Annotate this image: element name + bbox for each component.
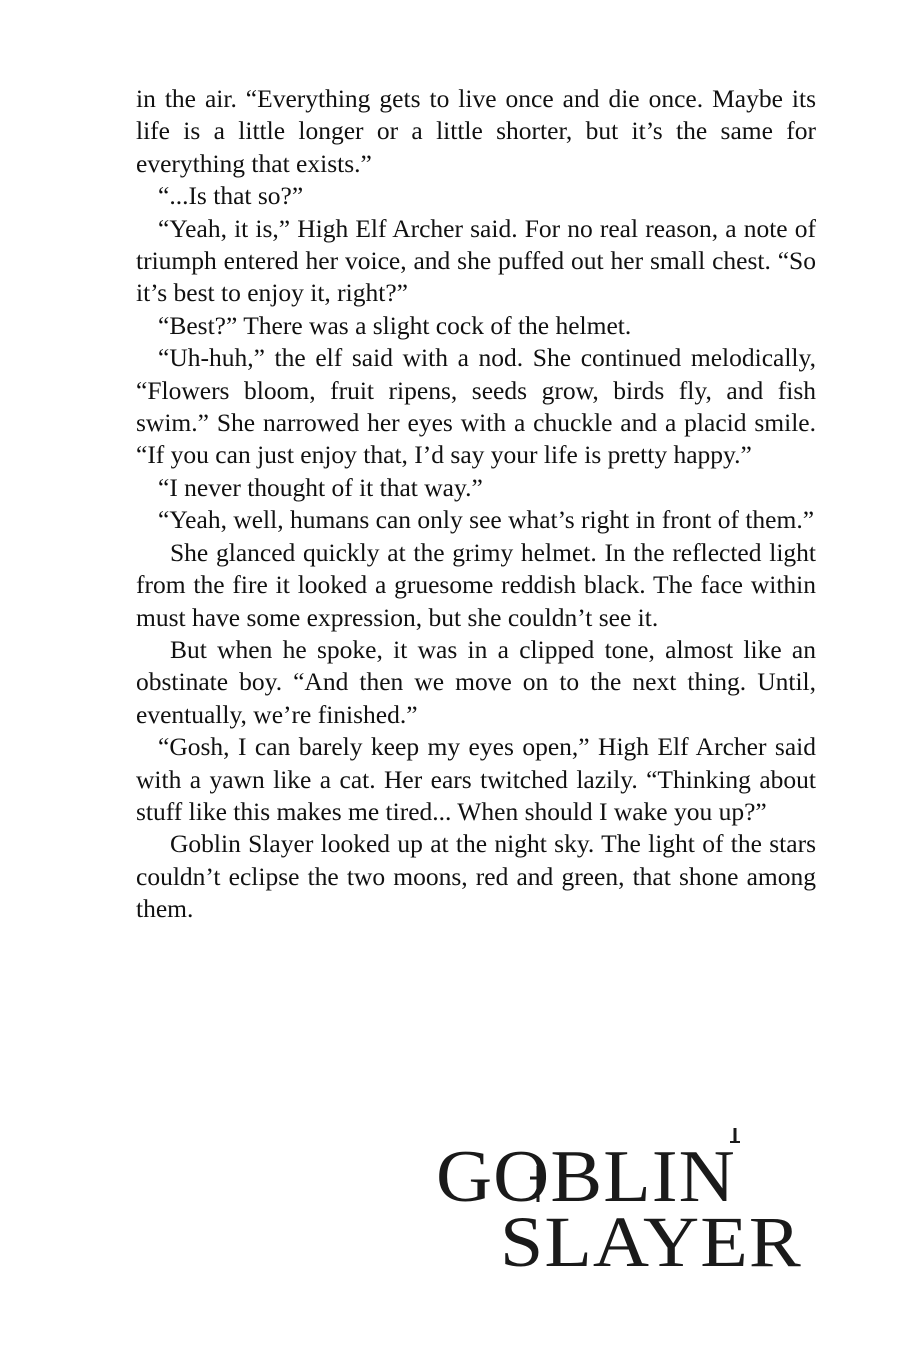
paragraph: “Uh-huh,” the elf said with a nod. She continued melodically, “Flowers bloom, fruit ripens, seeds grow, birds fly, and fish swim.” She narrowed her eyes with a chuckle and a placid smile. “If you can just enjoy that, I’d say your life is pretty happy.” — [136, 343, 816, 470]
paragraph: “Best?” There was a slight cock of the helmet. — [158, 310, 632, 340]
cross-icon — [518, 1152, 558, 1216]
body-text — [136, 83, 816, 926]
paragraph: Goblin Slayer looked up at the night sky. The light of the stars couldn’t eclipse the two moons, red and green, that shone among them. — [136, 829, 816, 924]
logo-word-goblin: GOBLIN — [436, 1136, 736, 1218]
paragraph: “Yeah, well, humans can only see what’s right in front of them.” — [158, 505, 815, 535]
paragraph: in the air. “Everything gets to live once and die once. Maybe its life is a little longer or a little shorter, but it’s the same for everything that exists.” — [136, 84, 816, 178]
paragraph: “Gosh, I can barely keep my eyes open,” High Elf Archer said with a yawn like a cat. Her ears twitched lazily. “Thinking about stuff like this makes me tired... When should I wake you up?” — [136, 732, 816, 826]
paragraph: She glanced quickly at the grimy helmet. In the reflected light from the fire it looked a gruesome reddish black. The face within must have some expression, but she couldn’t see it. — [136, 537, 816, 632]
paragraph: But when he spoke, it was in a clipped tone, almost like an obstinate boy. “And then we move on to the next thing. Until, eventually, we’re finished.” — [136, 634, 816, 729]
paragraph: “Yeah, it is,” High Elf Archer said. For no real reason, a note of triumph entered her voice, and she puffed out her small chest. “So it’s best to enjoy it, right?” — [136, 213, 816, 308]
paragraph: “...Is that so?” — [158, 181, 304, 211]
paragraph: “I never thought of it that way.” — [158, 472, 483, 502]
goblin-slayer-logo — [436, 1136, 802, 1286]
dagger-icon — [728, 1128, 742, 1212]
logo-word-slayer: SLAYER — [500, 1202, 802, 1282]
